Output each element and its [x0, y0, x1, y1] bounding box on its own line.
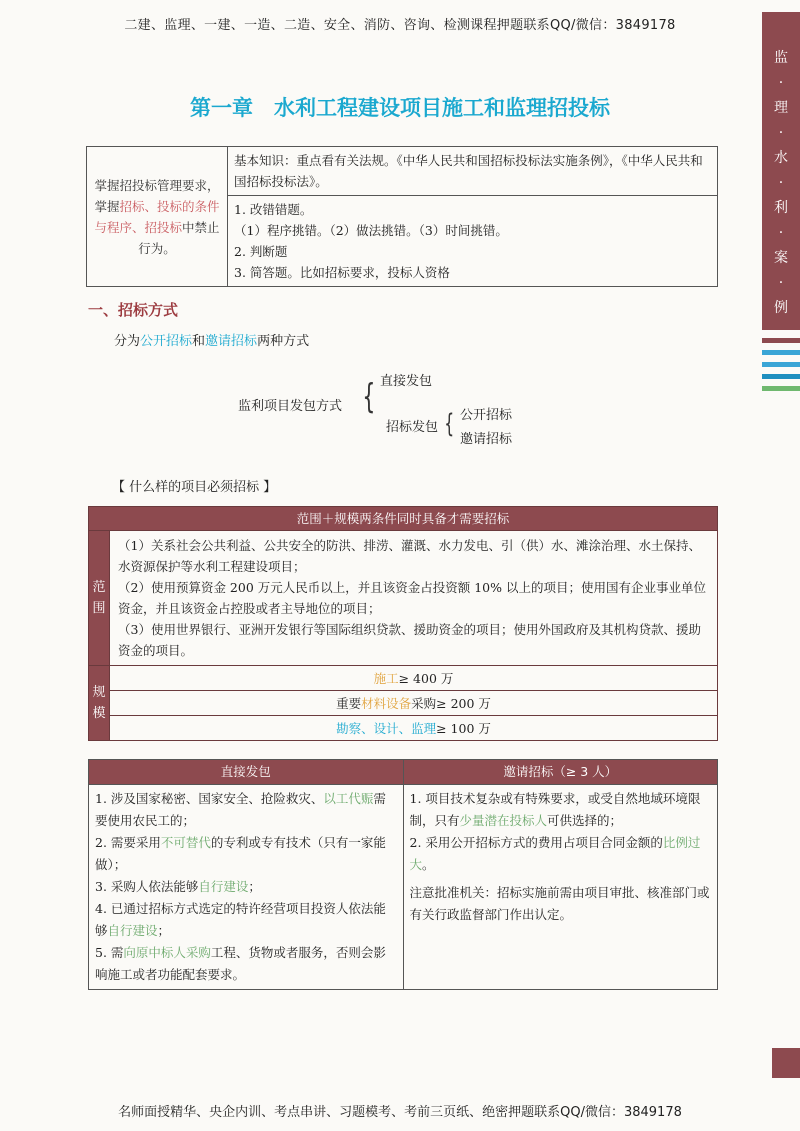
- question-type: 3. 简答题。比如招标要求，投标人资格: [234, 265, 450, 280]
- tree-branch: 直接发包: [380, 374, 433, 389]
- scope-items: [110, 531, 718, 666]
- bottom-banner: 名师面授精华、央企内训、考点串讲、习题模考、考前三页纸、绝密押题联系QQ/微信：3849178: [118, 1105, 682, 1120]
- requirement-text: 中禁止行为。: [138, 219, 220, 256]
- side-stripe: [762, 362, 800, 367]
- intro-text: 两种方式: [257, 334, 310, 349]
- direct-item: 3. 采购人依法能够自行建设；: [95, 879, 261, 894]
- side-tab: [762, 12, 800, 330]
- side-stripe: [762, 338, 800, 343]
- invited-item: 1. 项目技术复杂或有特殊要求，或受自然地域环境限制，只有少量潜在投标人可供选择的；: [409, 791, 701, 828]
- invited-item: 2. 采用公开招标方式的费用占项目合同金额的比例过大。: [409, 835, 701, 872]
- question-type: 2. 判断题: [234, 244, 288, 259]
- approval-note: 注意批准机关：招标实施前需由项目审批、核准部门或有关行政监督部门作出认定。: [409, 885, 710, 922]
- direct-contract-cell: [89, 785, 404, 990]
- direct-item: 2. 需要采用不可替代的专利或专有技术（只有一家能做）；: [95, 835, 386, 872]
- scale-highlight: 勘察、设计、监理: [336, 720, 437, 736]
- scale-row: [110, 666, 718, 691]
- bid-comparison-table: [88, 759, 718, 990]
- side-stripe: [762, 386, 800, 391]
- direct-item: 5. 需向原中标人采购工程、货物或者服务，否则会影响施工或者功能配套要求。: [95, 945, 386, 982]
- top-banner: 二建、监理、一建、一造、二造、安全、消防、咨询、检测课程押题联系QQ/微信：3849178: [124, 18, 676, 33]
- question-type: （1）程序挑错。（2）做法挑错。（3）时间挑错。: [234, 223, 508, 238]
- section-title: 一、招标方式: [88, 301, 179, 319]
- scale-side-label: [89, 666, 110, 741]
- tree-brace: {: [362, 377, 376, 417]
- scope-item: （3）使用世界银行、亚洲开发银行等国际组织贷款、援助资金的项目；使用外国政府及其机构贷款、援助资金的项目。: [118, 622, 701, 658]
- requirement-text: 掌握招投标管理要求，掌握: [94, 177, 220, 214]
- side-stripe: [762, 374, 800, 379]
- direct-item: 4. 已通过招标方式选定的特许经营项目投资人依法能够自行建设；: [95, 901, 386, 938]
- scale-highlight: 施工: [373, 670, 399, 686]
- page-corner-marker: [772, 1048, 800, 1078]
- chapter-title: 第一章 水利工程建设项目施工和监理招投标: [190, 96, 610, 120]
- tree-branch: 招标发包: [386, 420, 439, 435]
- scale-text: 采购≥ 200 万: [411, 695, 491, 711]
- scope-item: （1）关系社会公共利益、公共安全的防洪、排涝、灌溉、水力发电、引（供）水、滩涂治理、水土保持、水资源保护等水利工程建设项目；: [118, 538, 701, 574]
- scope-table-header: 范围＋规模两条件同时具备才需要招标: [89, 507, 718, 531]
- scale-row: [110, 716, 718, 741]
- tree-root: 监利项目发包方式: [238, 399, 343, 414]
- side-stripe: [762, 350, 800, 355]
- tree-leaf: 邀请招标: [460, 432, 513, 447]
- intro-highlight: 邀请招标: [205, 334, 258, 349]
- requirement-cell: [87, 147, 228, 287]
- scale-highlight: 材料设备: [361, 695, 412, 711]
- direct-item: 1. 涉及国家秘密、国家安全、抢险救灾、以工代赈需要使用农民工的；: [95, 791, 386, 828]
- scale-row: [110, 691, 718, 716]
- side-tab-label: 监 · 理 · 水 · 利 · 案 · 例: [774, 50, 788, 316]
- tree-leaf: 公开招标: [460, 408, 513, 423]
- section-intro: [114, 330, 309, 349]
- scope-side-text: 范 围: [92, 580, 106, 616]
- tree-brace: {: [444, 409, 455, 439]
- intro-highlight: 公开招标: [140, 334, 193, 349]
- scale-side-text: 规 模: [92, 685, 106, 721]
- invited-bid-header: 邀请招标（≥ 3 人）: [403, 760, 718, 785]
- intro-text: 分为: [114, 334, 141, 349]
- scale-text: ≥ 400 万: [398, 670, 454, 686]
- intro-text: 和: [192, 334, 206, 349]
- chapter-info-table: [86, 146, 718, 287]
- invited-bid-cell: [403, 785, 718, 990]
- question-types-cell: [228, 196, 718, 287]
- direct-contract-header: 直接发包: [89, 760, 404, 785]
- scope-table: [88, 506, 718, 741]
- requirement-highlight: 招标、投标的条件与程序、招投标: [94, 198, 220, 235]
- scope-side-label: [89, 531, 110, 666]
- scale-text: 重要: [336, 695, 362, 711]
- scope-item: （2）使用预算资金 200 万元人民币以上，并且该资金占投资额 10% 以上的项目；使用国有企业事业单位资金，并且该资金占控股或者主导地位的项目；: [118, 580, 706, 616]
- subheading: 【 什么样的项目必须招标 】: [112, 480, 277, 495]
- knowledge-cell: 基本知识：重点看有关法规。《中华人民共和国招标投标法实施条例》，《中华人民共和国招标投标法》。: [228, 147, 718, 196]
- question-type: 1. 改错错题。: [234, 202, 313, 217]
- scale-text: ≥ 100 万: [436, 720, 491, 736]
